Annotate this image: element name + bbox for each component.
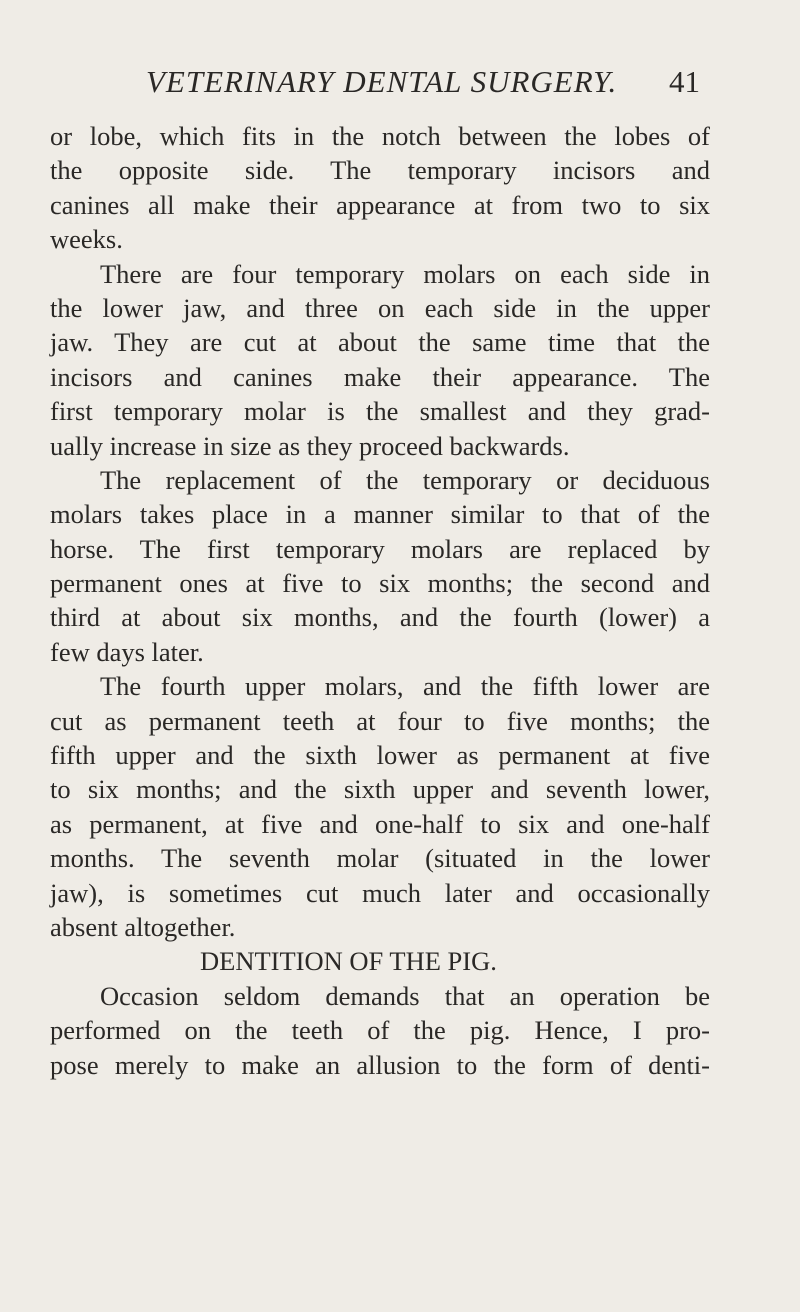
section-heading: DENTITION OF THE PIG. [200,946,497,977]
text-line: ually increase in size as they proceed backwards. [50,430,570,461]
text-line: The replacement of the temporary or deciduous [100,464,710,495]
text-line: or lobe, which fits in the notch between the lobes of [50,121,710,151]
text-line: third at about six months, and the fourth (lower) a [50,602,710,633]
text-line: the opposite side. The temporary incisors and [50,155,710,186]
text-line: the lower jaw, and three on each side in the upper [50,292,710,323]
text-line: horse. The first temporary molars are replaced by [50,533,710,564]
text-line: cut as permanent teeth at four to five months; the [50,705,710,736]
running-title: VETERINARY DENTAL SURGERY. [146,64,618,99]
text-line: jaw. They are cut at about the same time that the [50,327,710,358]
text-line: as permanent, at five and one-half to six and one-half [50,808,710,839]
text-line: few days later. [50,636,204,667]
text-line: performed on the teeth of the pig. Hence, I pro- [50,1015,710,1046]
text-line: absent altogether. [50,911,236,942]
text-line: canines all make their appearance at from two to six [50,189,710,220]
text-line: There are four temporary molars on each side in [100,258,710,289]
text-line: pose merely to make an allusion to the form of denti- [50,1049,710,1080]
running-head [146,64,706,104]
text-line: jaw), is sometimes cut much later and occasionally [50,877,710,908]
text-line: molars takes place in a manner similar to that of the [50,499,710,530]
text-line: weeks. [50,224,123,255]
text-line: first temporary molar is the smallest and they grad- [50,396,710,427]
text-line: permanent ones at five to six months; the second and [50,568,710,599]
text-line: fifth upper and the sixth lower as permanent at five [50,740,710,771]
text-line: months. The seventh molar (situated in the lower [50,843,710,874]
page-number: 41 [669,64,700,99]
text-line: The fourth upper molars, and the fifth lower are [100,671,710,702]
text-line: incisors and canines make their appearance. The [50,361,710,392]
text-line: to six months; and the sixth upper and seventh lower, [50,774,710,805]
text-line: Occasion seldom demands that an operation be [100,980,710,1011]
body-text [50,119,710,1082]
